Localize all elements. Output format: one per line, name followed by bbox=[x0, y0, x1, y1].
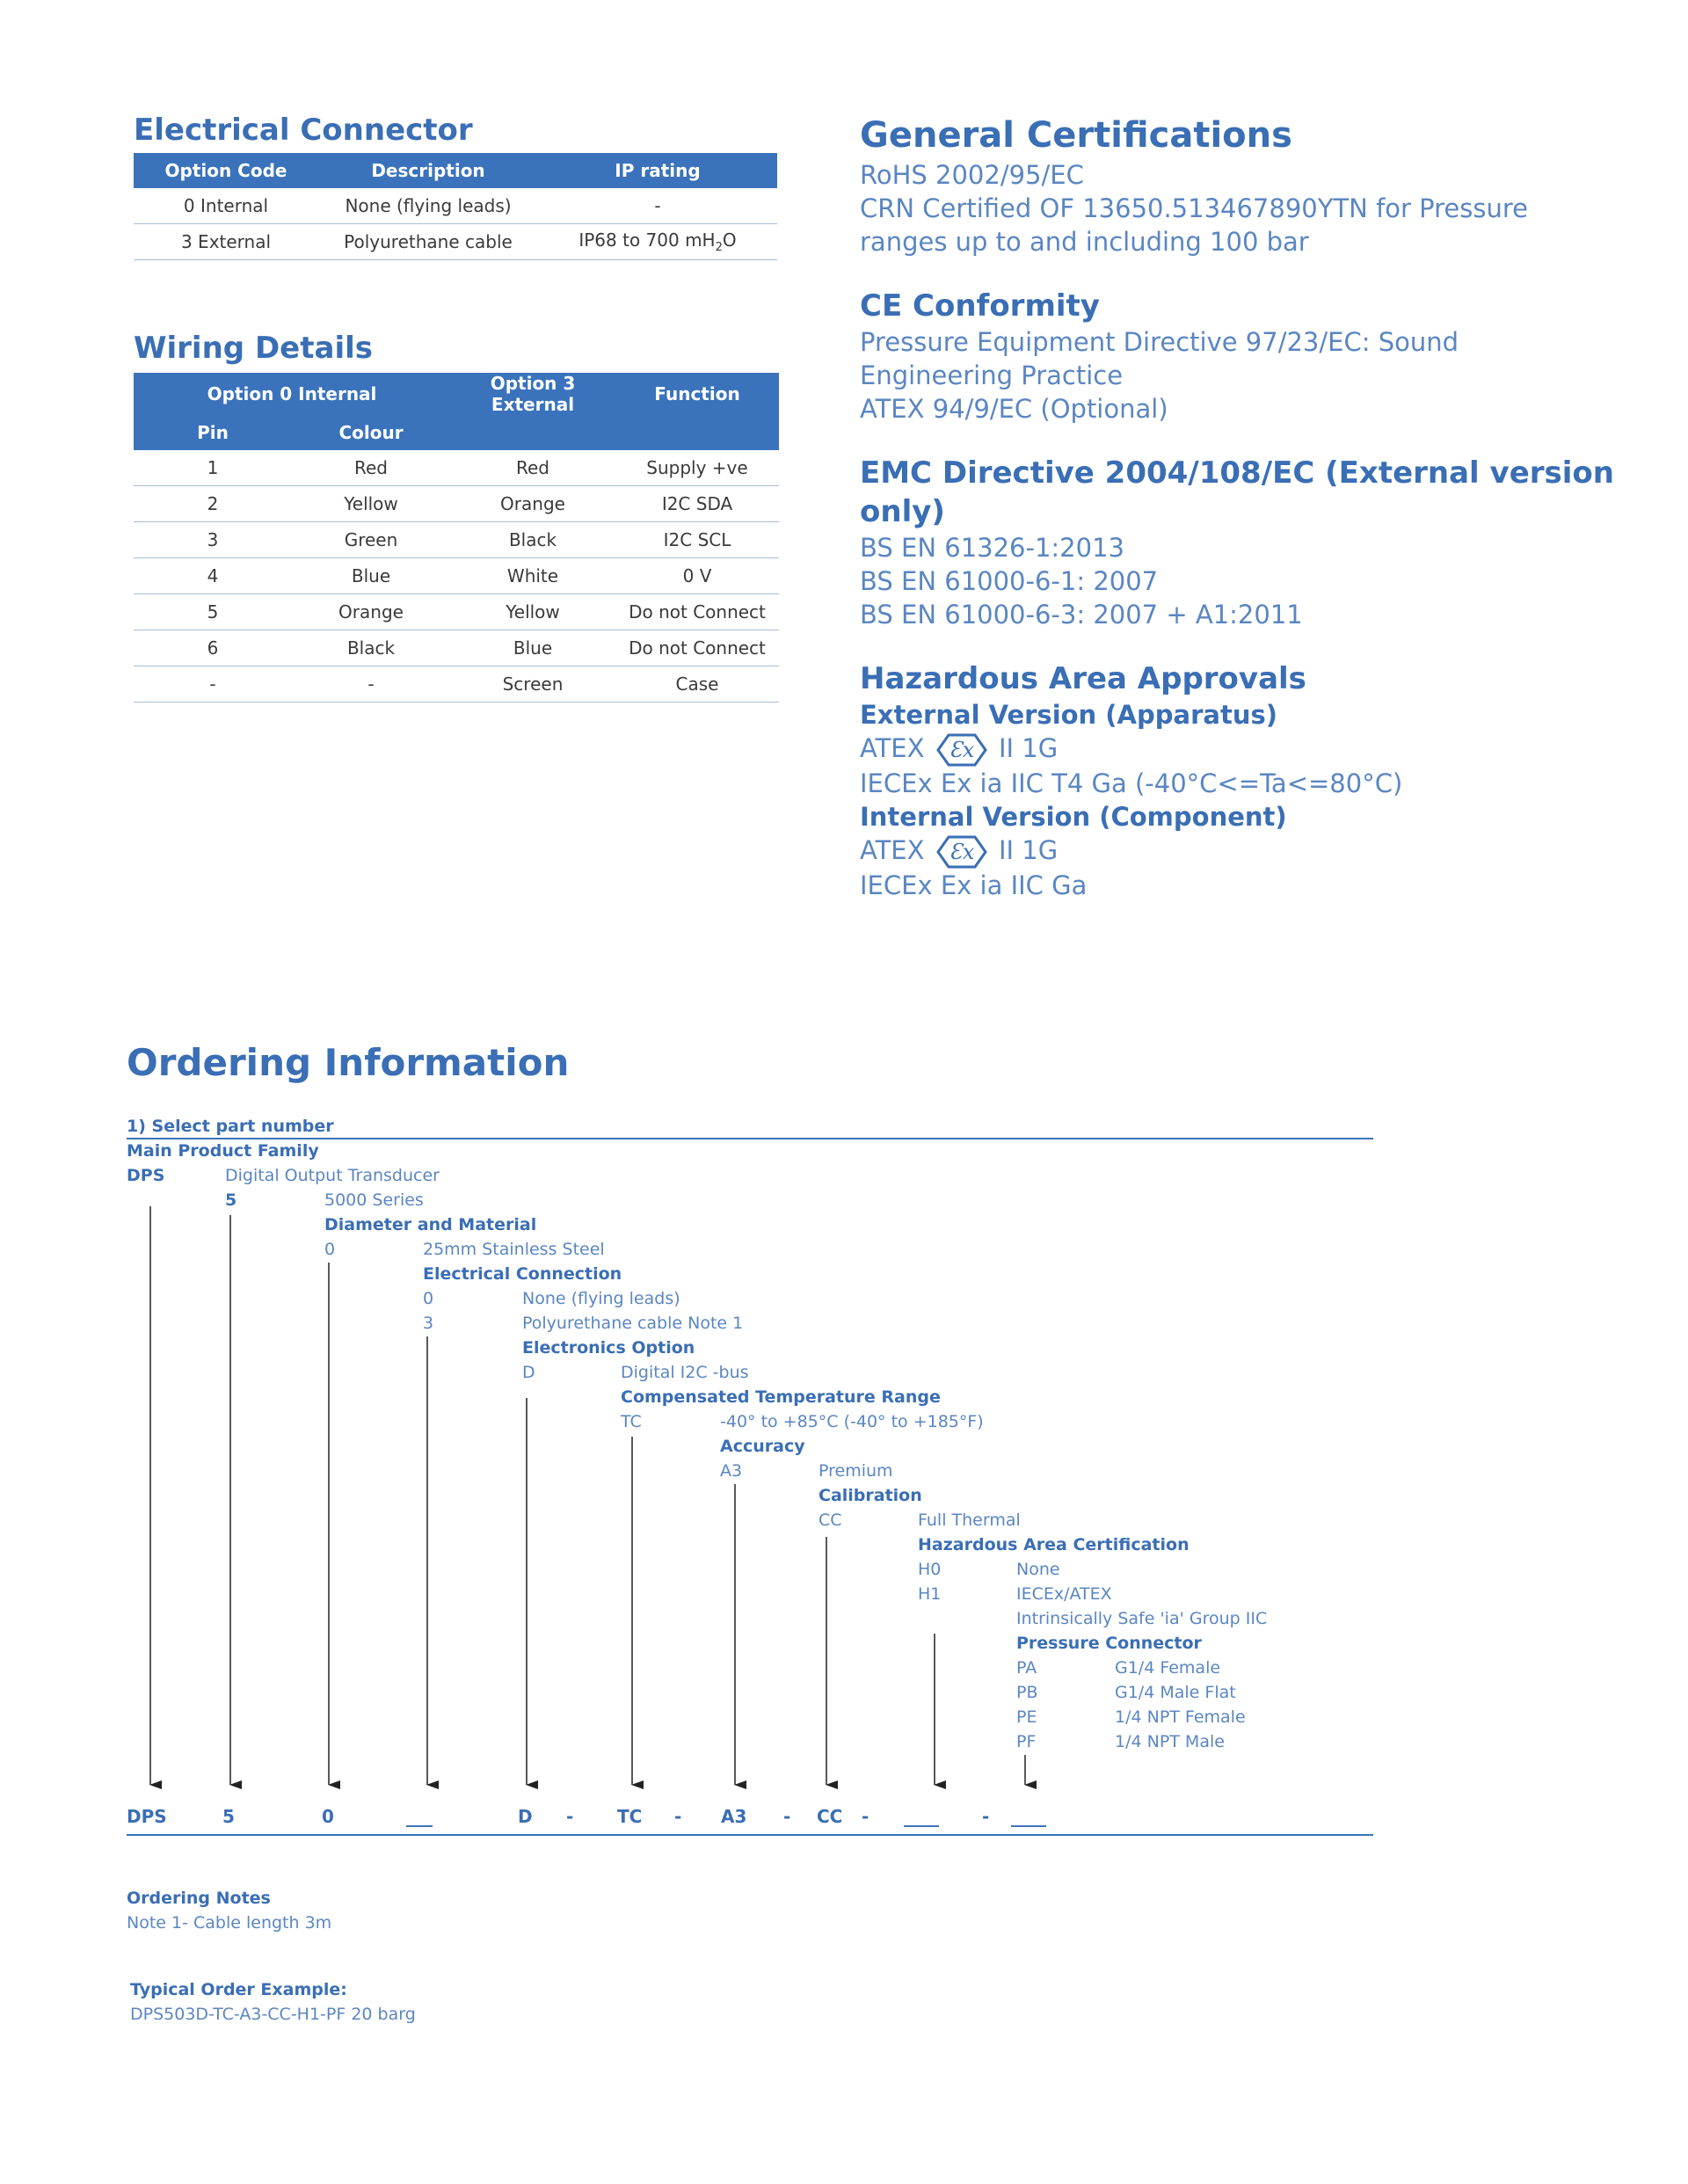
cert-line: BS EN 61326-1:2013 bbox=[860, 533, 1124, 563]
cert-line: ranges up to and including 100 bar bbox=[860, 227, 1309, 257]
code-blank-hazardous: ____ bbox=[904, 1806, 939, 1827]
ex-symbol-text: Ɛx bbox=[949, 738, 974, 762]
cell: None (flying leads) bbox=[318, 188, 538, 224]
cert-line: BS EN 61000-6-3: 2007 + A1:2011 bbox=[860, 600, 1303, 630]
temp-range-label: Compensated Temperature Range bbox=[621, 1387, 941, 1407]
cert-line: RoHS 2002/95/EC bbox=[860, 160, 1084, 190]
pc-code: PE bbox=[1016, 1707, 1037, 1727]
typical-order-example: DPS503D-TC-A3-CC-H1-PF 20 barg bbox=[130, 2005, 416, 2024]
elec-desc-0: None (flying leads) bbox=[522, 1289, 680, 1308]
cell: Yellow bbox=[292, 486, 450, 522]
pc-desc: G1/4 Male Flat bbox=[1115, 1683, 1236, 1702]
cell: 2 bbox=[134, 486, 292, 522]
cell: Red bbox=[450, 450, 615, 486]
temp-code: TC bbox=[621, 1412, 642, 1431]
code-calibration: CC bbox=[817, 1806, 843, 1827]
elec-code-3: 3 bbox=[423, 1314, 434, 1333]
col-colour: Colour bbox=[292, 415, 450, 450]
cell: Do not Connect bbox=[615, 630, 779, 666]
series-desc: 5000 Series bbox=[324, 1190, 424, 1210]
cell: I2C SCL bbox=[615, 522, 779, 558]
general-certifications-title: General Certifications bbox=[860, 115, 1292, 156]
accuracy-code: A3 bbox=[720, 1461, 743, 1481]
code-electronics: D bbox=[518, 1806, 533, 1827]
dps-code: DPS bbox=[127, 1166, 165, 1185]
hazardous-cert-label: Hazardous Area Certification bbox=[918, 1535, 1190, 1554]
pc-code: PA bbox=[1016, 1658, 1037, 1678]
pc-desc: 1/4 NPT Male bbox=[1115, 1732, 1225, 1751]
series-code: 5 bbox=[225, 1190, 237, 1210]
cell: 1 bbox=[134, 450, 292, 486]
atex-group: II 1G bbox=[998, 835, 1059, 865]
cell: 3 External bbox=[134, 224, 318, 260]
accuracy-desc: Premium bbox=[819, 1461, 893, 1481]
cert-line: Engineering Practice bbox=[860, 360, 1124, 390]
cell: 5 bbox=[134, 594, 292, 630]
code-blank-electrical: ___ bbox=[406, 1806, 433, 1827]
pressure-connector-label: Pressure Connector bbox=[1016, 1634, 1202, 1653]
col-function: Function bbox=[615, 373, 779, 415]
pc-code: PF bbox=[1016, 1732, 1037, 1751]
cell: Orange bbox=[292, 594, 450, 630]
col-description: Description bbox=[318, 153, 538, 188]
ip-suffix: O bbox=[722, 229, 737, 251]
cell: 0 V bbox=[615, 558, 779, 594]
elec-code-0: 0 bbox=[423, 1289, 434, 1308]
ordering-notes-title: Ordering Notes bbox=[127, 1889, 271, 1908]
cell: Polyurethane cable bbox=[318, 224, 538, 260]
temp-desc: -40° to +85°C (-40° to +185°F) bbox=[720, 1412, 984, 1431]
emc-directive-title-cont: only) bbox=[860, 494, 945, 529]
cell: White bbox=[450, 558, 615, 594]
main-family-label: Main Product Family bbox=[127, 1141, 319, 1161]
haz-desc-1b: Intrinsically Safe 'ia' Group IIC bbox=[1016, 1609, 1268, 1628]
cell: Blue bbox=[292, 558, 450, 594]
cell: I2C SDA bbox=[615, 486, 779, 522]
diameter-label: Diameter and Material bbox=[324, 1215, 537, 1234]
ordering-information-title: Ordering Information bbox=[127, 1041, 570, 1084]
cell: Supply +ve bbox=[615, 450, 779, 486]
cert-line: ATEX 94/9/EC (Optional) bbox=[860, 394, 1168, 424]
elec-desc-3: Polyurethane cable Note 1 bbox=[522, 1314, 744, 1333]
pc-desc: G1/4 Female bbox=[1115, 1658, 1221, 1678]
typical-order-title: Typical Order Example: bbox=[130, 1980, 347, 1999]
atex-label: ATEX bbox=[860, 733, 925, 763]
cert-line: BS EN 61000-6-1: 2007 bbox=[860, 566, 1159, 596]
electronics-option-label: Electronics Option bbox=[522, 1338, 695, 1358]
cell: Screen bbox=[450, 666, 615, 703]
int-iecex-line: IECEx Ex ia IIC Ga bbox=[860, 870, 1088, 900]
note-1: Note 1- Cable length 3m bbox=[127, 1913, 332, 1933]
col-ip-rating: IP rating bbox=[538, 153, 777, 188]
electronics-desc: Digital I2C -bus bbox=[621, 1363, 749, 1382]
emc-directive-title: EMC Directive 2004/108/EC (External version bbox=[860, 455, 1614, 491]
cell: Case bbox=[615, 666, 779, 703]
cell: Red bbox=[292, 450, 450, 486]
code-blank-pressure: ____ bbox=[1011, 1806, 1046, 1827]
cell: 6 bbox=[134, 630, 292, 666]
wiring-details-title: Wiring Details bbox=[134, 331, 373, 366]
code-dash: - bbox=[982, 1806, 990, 1827]
electronics-code: D bbox=[522, 1363, 535, 1382]
haz-code-0: H0 bbox=[918, 1560, 942, 1579]
cell: - bbox=[292, 666, 450, 703]
hazardous-area-title: Hazardous Area Approvals bbox=[860, 661, 1306, 696]
calibration-label: Calibration bbox=[819, 1486, 922, 1505]
cell: Green bbox=[292, 522, 450, 558]
calibration-desc: Full Thermal bbox=[918, 1511, 1021, 1530]
ext-iecex-line: IECEx Ex ia IIC T4 Ga (-40°C<=Ta<=80°C) bbox=[860, 768, 1403, 798]
select-part-number: 1) Select part number bbox=[127, 1117, 334, 1136]
electrical-connection-label: Electrical Connection bbox=[423, 1264, 622, 1284]
col-pin: Pin bbox=[134, 415, 292, 450]
code-dps: DPS bbox=[127, 1806, 167, 1827]
cell: - bbox=[538, 188, 777, 224]
cell: Black bbox=[450, 522, 615, 558]
cell: 4 bbox=[134, 558, 292, 594]
code-dash: - bbox=[783, 1806, 791, 1827]
code-dash: - bbox=[674, 1806, 682, 1827]
col-option-0-internal: Option 0 Internal bbox=[134, 373, 450, 415]
dps-desc: Digital Output Transducer bbox=[225, 1166, 440, 1185]
pc-desc: 1/4 NPT Female bbox=[1115, 1707, 1246, 1727]
cell: Do not Connect bbox=[615, 594, 779, 630]
code-diameter: 0 bbox=[322, 1806, 334, 1827]
atex-group: II 1G bbox=[998, 733, 1059, 763]
cell: 3 bbox=[134, 522, 292, 558]
diameter-code: 0 bbox=[324, 1240, 336, 1259]
diameter-desc: 25mm Stainless Steel bbox=[423, 1240, 605, 1259]
col-option-3-external: Option 3 External bbox=[450, 373, 615, 415]
haz-desc-1: IECEx/ATEX bbox=[1016, 1584, 1112, 1604]
cell: 0 Internal bbox=[134, 188, 318, 224]
cert-line: Pressure Equipment Directive 97/23/EC: Sound bbox=[860, 327, 1459, 357]
code-temperature: TC bbox=[617, 1806, 643, 1827]
cell: Orange bbox=[450, 486, 615, 522]
bottom-rule bbox=[127, 1834, 1373, 1836]
cell: - bbox=[134, 666, 292, 703]
cert-line: CRN Certified OF 13650.513467890YTN for Pressure bbox=[860, 193, 1529, 223]
code-dash: - bbox=[862, 1806, 869, 1827]
internal-version-title: Internal Version (Component) bbox=[860, 802, 1287, 832]
calibration-code: CC bbox=[819, 1511, 842, 1530]
code-series: 5 bbox=[222, 1806, 235, 1827]
atex-label: ATEX bbox=[860, 835, 925, 865]
haz-code-1: H1 bbox=[918, 1584, 942, 1604]
cell: Blue bbox=[450, 630, 615, 666]
code-dash: - bbox=[566, 1806, 574, 1827]
external-version-title: External Version (Apparatus) bbox=[860, 700, 1277, 730]
cell: Yellow bbox=[450, 594, 615, 630]
ce-conformity-title: CE Conformity bbox=[860, 288, 1100, 324]
ip-subscript: 2 bbox=[715, 241, 723, 254]
pc-code: PB bbox=[1016, 1683, 1038, 1702]
haz-desc-0: None bbox=[1016, 1560, 1060, 1579]
ex-symbol-text: Ɛx bbox=[949, 840, 974, 864]
ip-value: IP68 to 700 mH bbox=[578, 229, 716, 251]
accuracy-label: Accuracy bbox=[720, 1437, 805, 1456]
col-option-code: Option Code bbox=[134, 153, 318, 188]
electrical-connector-title: Electrical Connector bbox=[134, 113, 473, 148]
cell: Black bbox=[292, 630, 450, 666]
code-accuracy: A3 bbox=[721, 1806, 747, 1827]
